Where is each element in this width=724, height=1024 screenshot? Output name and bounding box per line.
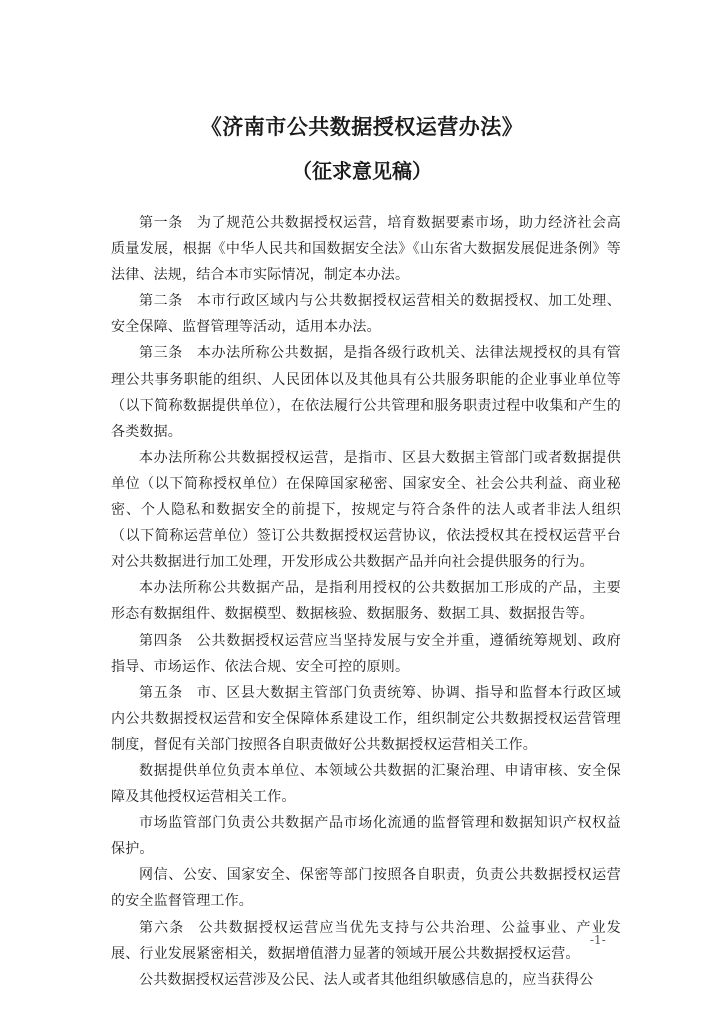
- article-label: 第六条: [139, 919, 185, 936]
- paragraph: [111, 862, 621, 914]
- paragraph-text: 公共数据授权运营涉及公民、法人或者其他组织敏感信息的，应当获得公: [139, 971, 594, 988]
- paragraph-text: 公共数据授权运营应当坚持发展与安全并重，遵循统筹规划、政府指导、市场运作、依法合规、安全可控的原则。: [111, 632, 621, 675]
- paragraph-text: 数据提供单位负责本单位、本领域公共数据的汇聚治理、申请审核、安全保障及其他授权运营相关工作。: [111, 762, 621, 806]
- paragraph: [111, 445, 621, 575]
- document-subtitle: （征求意见稿）: [292, 159, 432, 183]
- paragraph-text: 市、区县大数据主管部门负责统筹、协调、指导和监督本行政区域内公共数据授权运营和安全保障体系建设工作，组织制定公共数据授权运营管理制度，督促有关部门按照各自职责做好公共数据授权运营相关工作。: [111, 684, 621, 753]
- article-5-paragraph: [111, 680, 621, 758]
- document-body: [111, 210, 621, 993]
- paragraph: [111, 810, 621, 862]
- paragraph: [111, 967, 621, 993]
- paragraph-text: 本办法所称公共数据，是指各级行政机关、法律法规授权的具有管理公共事务职能的组织、人民团体以及其他具有公共服务职能的企业事业单位等（以下简称数据提供单位），在依法履行公共管理和服务职责过程中收集和产生的各类数据。: [111, 345, 621, 440]
- paragraph-text: 网信、公安、国家安全、保密等部门按照各自职责，负责公共数据授权运营的安全监督管理工作。: [111, 867, 621, 910]
- article-label: 第一条: [139, 215, 183, 231]
- article-6-paragraph: [111, 915, 621, 967]
- paragraph-text: 公共数据授权运营应当优先支持与公共治理、公益事业、产业发展、行业发展紧密相关，数据增值潜力显著的领域开展公共数据授权运营。: [111, 919, 621, 962]
- article-1-paragraph: [111, 210, 621, 288]
- article-label: 第四条: [139, 632, 183, 649]
- article-4-paragraph: [111, 628, 621, 680]
- article-label: 第五条: [139, 684, 183, 701]
- page-number: -1-: [590, 933, 606, 947]
- article-2-paragraph: [111, 288, 621, 340]
- paragraph-text: 本市行政区域内与公共数据授权运营相关的数据授权、加工处理、安全保障、监督管理等活动，适用本办法。: [111, 293, 621, 336]
- paragraph: [111, 575, 621, 627]
- article-label: 第三条: [139, 345, 183, 362]
- article-3-paragraph: [111, 340, 621, 444]
- document-title: 《济南市公共数据授权运营办法》: [200, 114, 524, 139]
- paragraph: [111, 758, 621, 810]
- paragraph-text: 本办法所称公共数据授权运营，是指市、区县大数据主管部门或者数据提供单位（以下简称授权单位）在保障国家秘密、国家安全、社会公共利益、商业秘密、个人隐私和数据安全的前提下，按规定与符合条件的法人或者非法人组织（以下简称运营单位）签订公共数据授权运营协议，依法授权其在授权运营平台对公共数据进行加工处理，开发形成公共数据产品并向社会提供服务的行为。: [111, 449, 621, 571]
- paragraph-text: 市场监管部门负责公共数据产品市场化流通的监督管理和数据知识产权权益保护。: [111, 815, 621, 858]
- paragraph-text: 本办法所称公共数据产品，是指利用授权的公共数据加工形成的产品，主要形态有数据组件、数据模型、数据核验、数据服务、数据工具、数据报告等。: [111, 580, 621, 623]
- paragraph-text: 为了规范公共数据授权运营，培育数据要素市场，助力经济社会高质量发展，根据《中华人民共和国数据安全法》《山东省大数据发展促进条例》等法律、法规，结合本市实际情况，制定本办法。: [111, 215, 621, 284]
- article-label: 第二条: [139, 293, 183, 310]
